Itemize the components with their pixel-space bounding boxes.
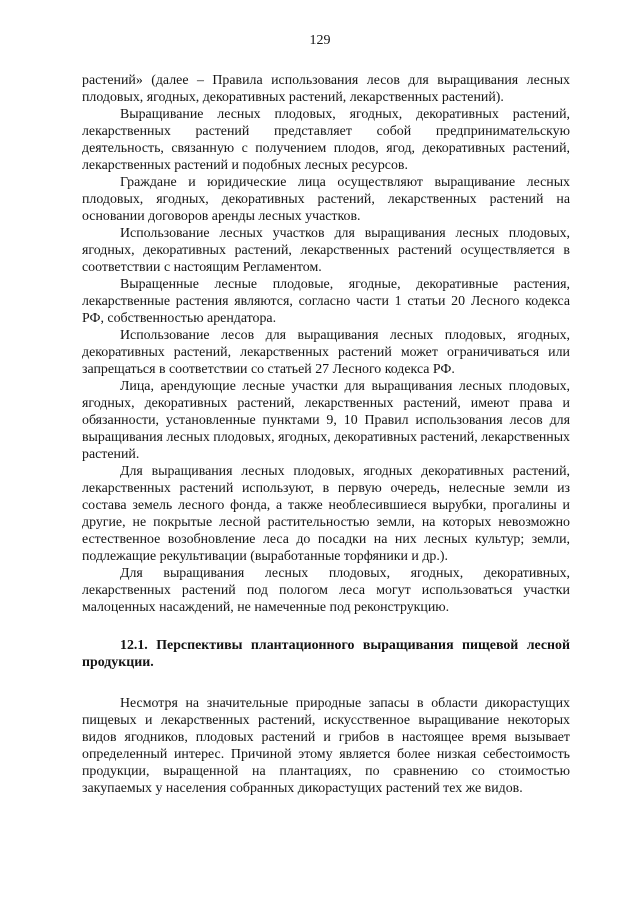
paragraph: Для выращивания лесных плодовых, ягодных, декоративных, лекарственных растений под пологом леса могут использоваться участки малоценных насаждений, не намеченные под реконструкцию.: [82, 566, 570, 615]
paragraph: Выращивание лесных плодовых, ягодных, декоративных растений, лекарственных растений представляет собой предпринимательскую деятельность, связанную с получением плодов, ягод, декоративных растений, лекарственных растений и подобных лесных ресурсов.: [82, 107, 570, 173]
section-heading: 12.1. Перспективы плантационного выращивания пищевой лесной продукции.: [82, 638, 570, 670]
page-body: [82, 72, 570, 797]
paragraph: Несмотря на значительные природные запасы в области дикорастущих пищевых и лекарственных растений, искусственное выращивание некоторых видов ягодников, плодовых растений и грибов в настоящее время вызывает определенный интерес. Причиной этому является более низкая себестоимость продукции, выращенной на плантациях, по сравнению со стоимостью закупаемых у населения собранных дикорастущих растений тех же видов.: [82, 696, 570, 796]
paragraph: Использование лесов для выращивания лесных плодовых, ягодных, декоративных растений, лекарственных растений может ограничиваться или запрещаться в соответствии со статьей 27 Лесного кодекса РФ.: [82, 328, 570, 377]
paragraph: Лица, арендующие лесные участки для выращивания лесных плодовых, ягодных, декоративных растений, лекарственных растений, имеют права и обязанности, установленные пунктами 9, 10 Правил использования лесов для выращивания лесных плодовых, ягодных, декоративных растений, лекарственных растений.: [82, 379, 570, 462]
paragraph: Для выращивания лесных плодовых, ягодных декоративных растений, лекарственных растений используют, в первую очередь, нелесные земли из состава земель лесного фонда, а также необлесившиеся вырубки, прогалины и другие, не покрытые лесной растительностью земли, на которых невозможно естественное возобновление леса до посадки на них лесных культур; земли, подлежащие рекультивации (выработанные торфяники и др.).: [82, 464, 570, 564]
paragraph: Граждане и юридические лица осуществляют выращивание лесных плодовых, ягодных, декоративных растений, лекарственных растений на основании договоров аренды лесных участков.: [82, 175, 570, 224]
page-number: 129: [309, 33, 331, 48]
paragraph: Выращенные лесные плодовые, ягодные, декоративные растения, лекарственные растения являются, согласно части 1 статьи 20 Лесного кодекса РФ, собственностью арендатора.: [82, 277, 570, 326]
paragraph: Использование лесных участков для выращивания лесных плодовых, ягодных, декоративных растений, лекарственных растений осуществляется в соответствии с настоящим Регламентом.: [82, 226, 570, 275]
paragraph: растений» (далее – Правила использования лесов для выращивания лесных плодовых, ягодных, декоративных растений, лекарственных растений).: [82, 73, 570, 105]
